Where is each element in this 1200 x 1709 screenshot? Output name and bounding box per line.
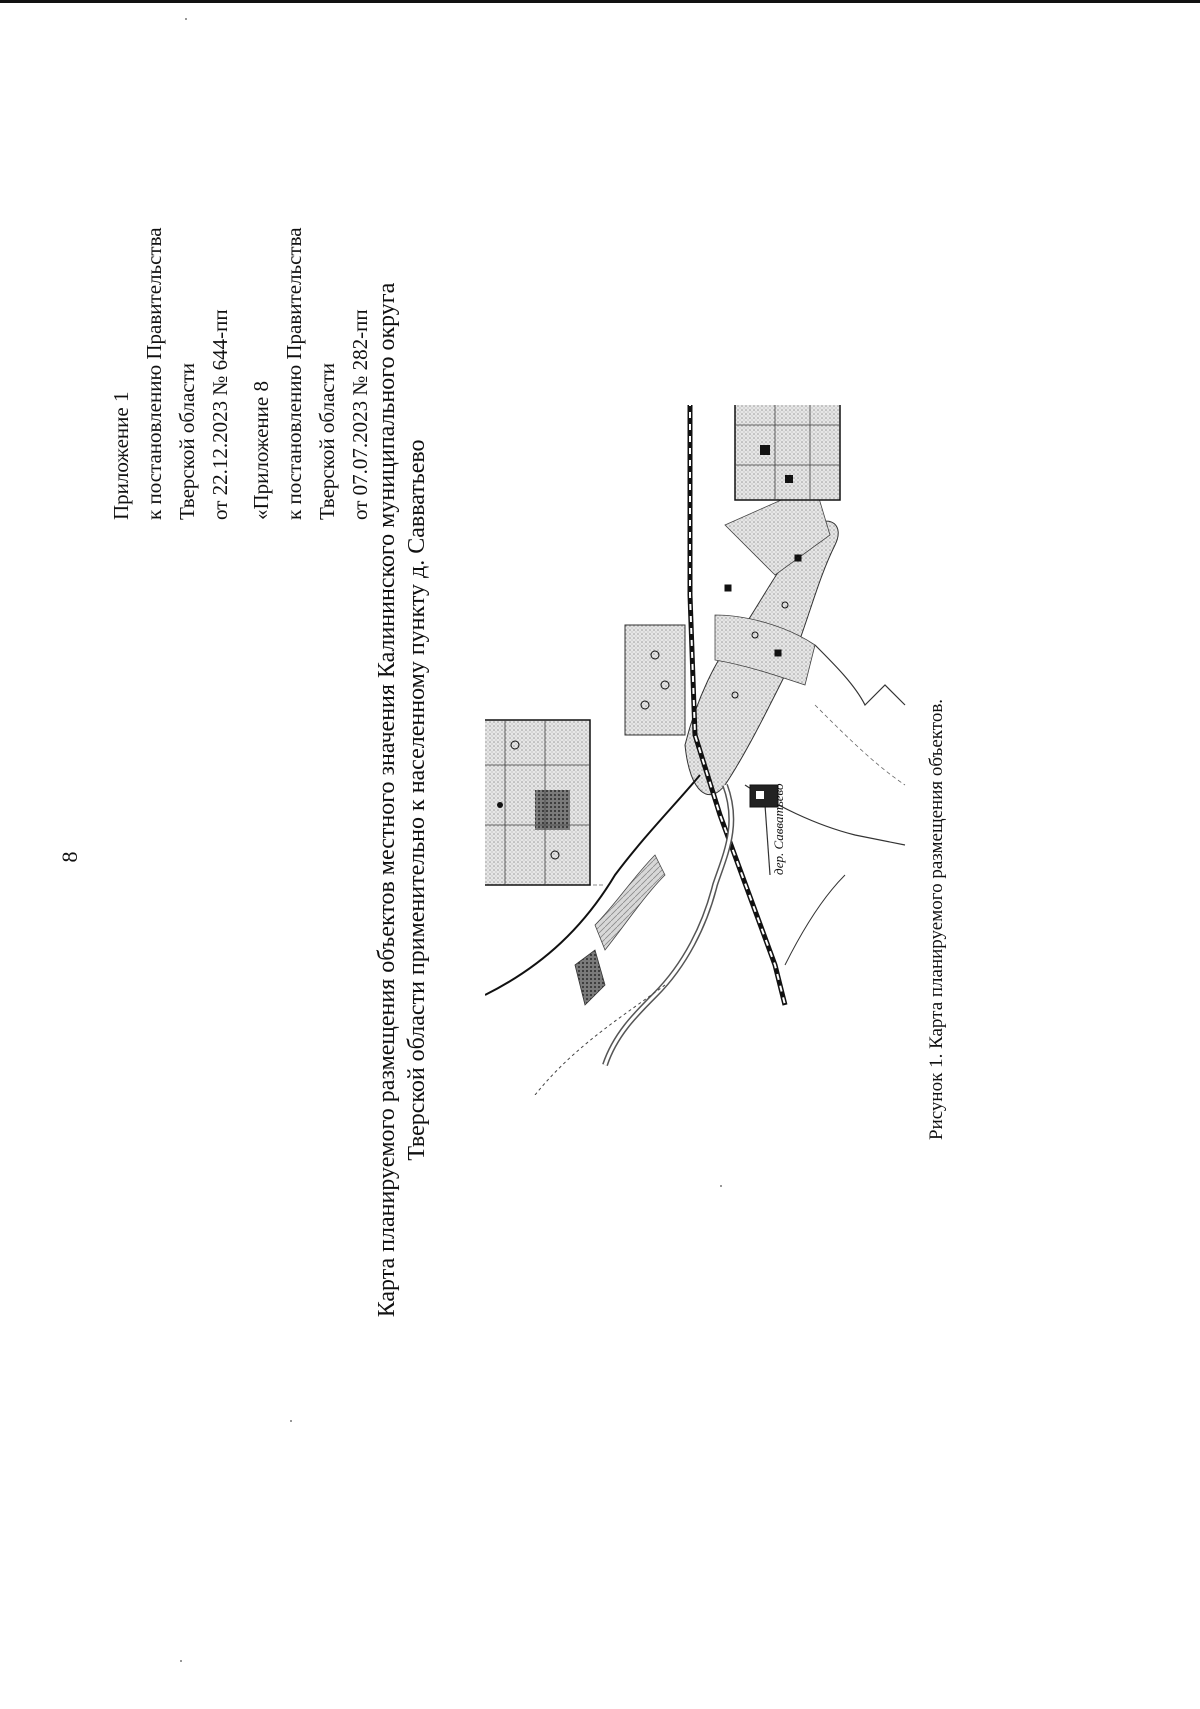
appendix-1-line: от 22.12.2023 № 644-пп <box>208 309 232 520</box>
appendix-1-line: Приложение 1 <box>109 391 133 520</box>
scan-speck <box>720 1185 722 1187</box>
scan-speck <box>290 1420 292 1422</box>
appendix-8-line: «Приложение 8 <box>249 381 273 520</box>
map-label: дер. Савватьево <box>771 783 786 875</box>
appendix-1-block <box>105 227 237 520</box>
page-number: 8 <box>57 851 82 863</box>
appendix-8-block <box>245 227 377 520</box>
title-line-2: Тверской области применительно к населенному пункту д. Савватьево <box>404 439 430 1161</box>
settlement-area <box>625 625 685 735</box>
settlement-map <box>485 405 925 1095</box>
top-scan-border <box>0 0 1200 3</box>
appendix-1-line: Тверской области <box>175 362 199 520</box>
scan-speck <box>185 18 187 20</box>
forest-area <box>575 950 605 1005</box>
inset-map-right <box>735 405 840 500</box>
road <box>785 875 845 965</box>
document-title <box>372 205 432 1395</box>
forest-area <box>595 855 665 950</box>
figure-caption: Рисунок 1. Карта планируемого размещения объектов. <box>926 698 947 1140</box>
appendix-8-line: от 07.07.2023 № 282-пп <box>348 309 372 520</box>
planned-object-marker <box>756 791 764 799</box>
appendix-1-line: к постановлению Правительства <box>142 227 166 520</box>
appendix-8-line: Тверской области <box>315 362 339 520</box>
road <box>765 805 770 875</box>
road <box>815 645 905 705</box>
road <box>815 705 905 785</box>
title-line-1: Карта планируемого размещения объектов местного значения Калининского муниципального округа <box>374 282 400 1318</box>
scan-speck <box>180 1660 182 1662</box>
appendix-8-line: к постановлению Правительства <box>282 227 306 520</box>
inset-map-left <box>485 720 590 885</box>
